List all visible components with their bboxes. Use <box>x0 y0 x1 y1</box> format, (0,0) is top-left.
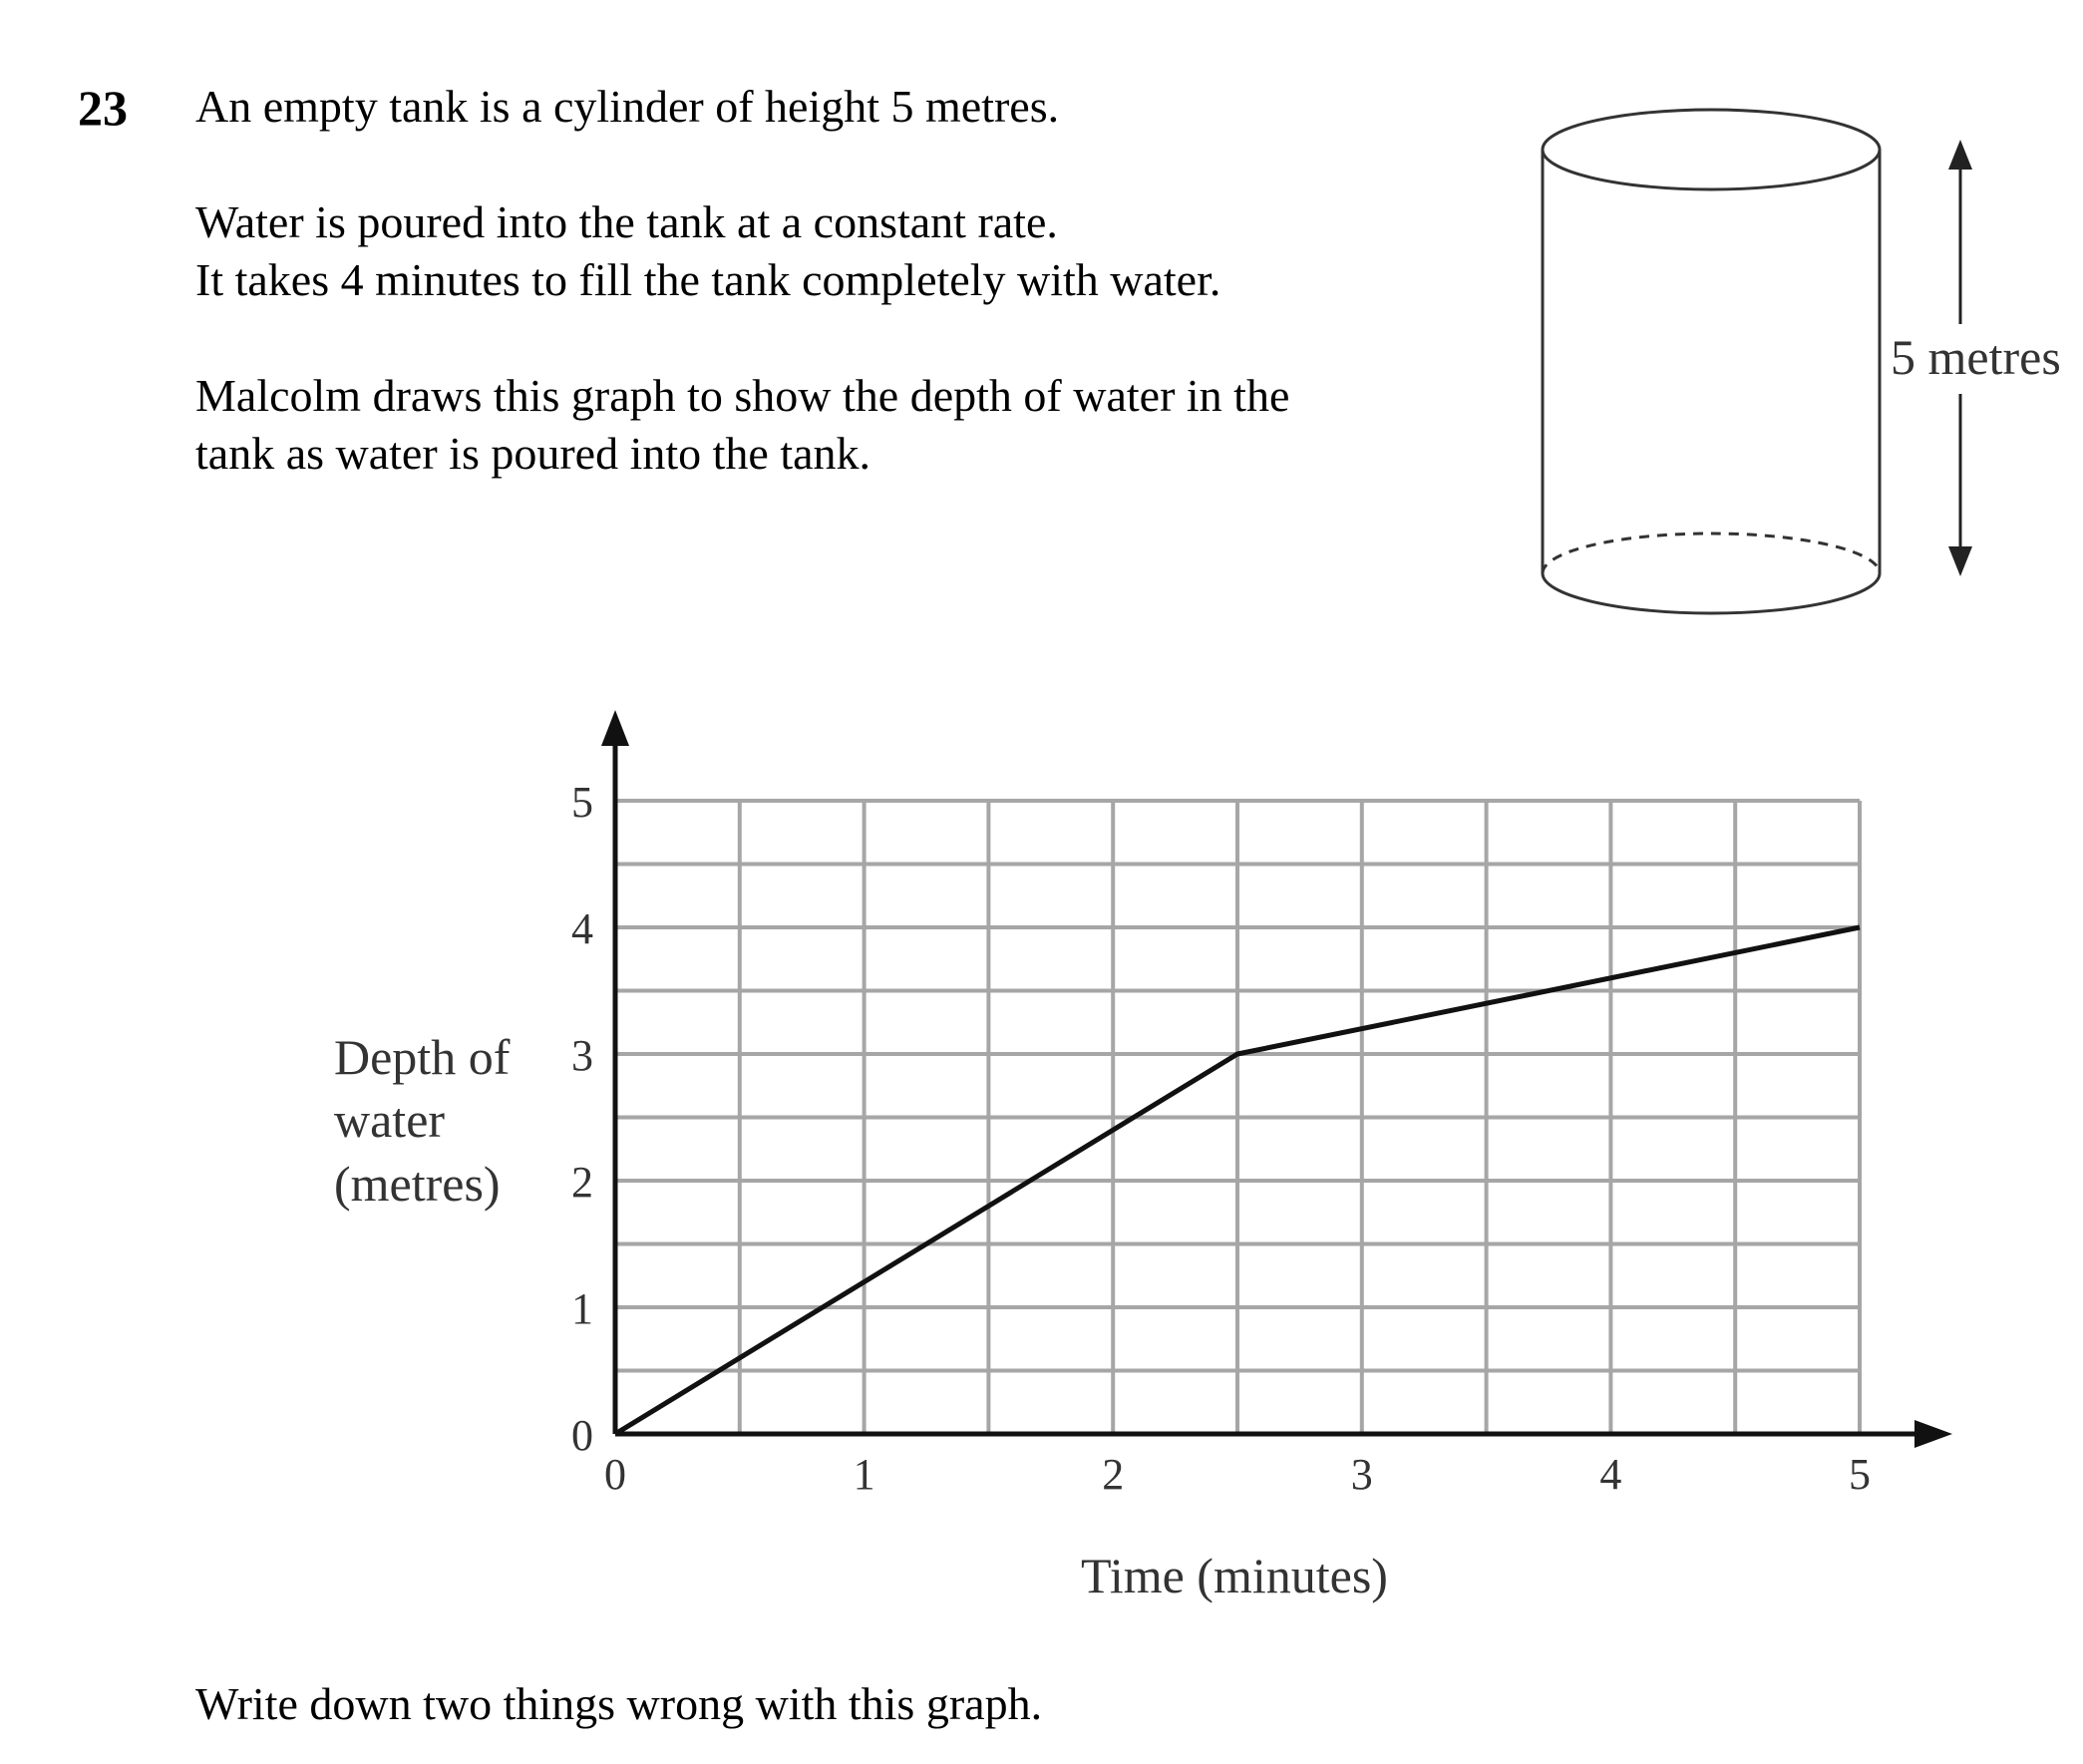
x-tick-label: 0 <box>604 1450 626 1499</box>
question-line-5: tank as water is poured into the tank. <box>195 428 871 479</box>
x-tick-label: 2 <box>1102 1450 1125 1499</box>
question-line-2: Water is poured into the tank at a constant rate. <box>195 196 1058 247</box>
y-tick-label: 4 <box>571 904 593 953</box>
y-tick-label: 3 <box>571 1031 593 1080</box>
question-number: 23 <box>78 80 128 136</box>
y-tick-label: 0 <box>571 1411 593 1460</box>
x-axis-label: Time (minutes) <box>1081 1548 1388 1603</box>
cylinder-top <box>1543 110 1880 189</box>
question-line-3: It takes 4 minutes to fill the tank completely with water. <box>195 254 1221 305</box>
height-arrow-down-head <box>1948 546 1972 576</box>
height-arrow-up-head <box>1948 140 1972 170</box>
y-tick-label: 5 <box>571 778 593 827</box>
y-tick-labels <box>571 778 593 1460</box>
y-tick-label: 2 <box>571 1158 593 1207</box>
cylinder-bottom-front <box>1543 573 1880 613</box>
x-tick-label: 4 <box>1599 1450 1622 1499</box>
x-tick-label: 5 <box>1849 1450 1871 1499</box>
y-axis-label-line-1: Depth of <box>334 1029 511 1085</box>
chart-series <box>615 927 1860 1434</box>
x-tick-labels <box>604 1450 1871 1499</box>
cylinder-bottom-back <box>1543 533 1880 573</box>
x-axis-arrowhead <box>1914 1420 1952 1448</box>
y-axis-arrowhead <box>601 710 629 746</box>
y-axis-label-line-2: water <box>334 1092 446 1148</box>
y-axis-label-line-3: (metres) <box>334 1156 501 1212</box>
y-tick-label: 1 <box>571 1284 593 1333</box>
question-line-4: Malcolm draws this graph to show the depth of water in the <box>195 370 1290 421</box>
x-tick-label: 1 <box>853 1450 875 1499</box>
series-line-depth <box>615 927 1860 1434</box>
x-tick-label: 3 <box>1350 1450 1373 1499</box>
chart-grid <box>615 801 1860 1434</box>
question-line-1: An empty tank is a cylinder of height 5 metres. <box>195 81 1060 132</box>
instruction-text: Write down two things wrong with this graph. <box>195 1678 1043 1729</box>
height-label: 5 metres <box>1891 329 2061 385</box>
chart-labels <box>334 1029 1388 1603</box>
chart-axes <box>601 710 1952 1448</box>
